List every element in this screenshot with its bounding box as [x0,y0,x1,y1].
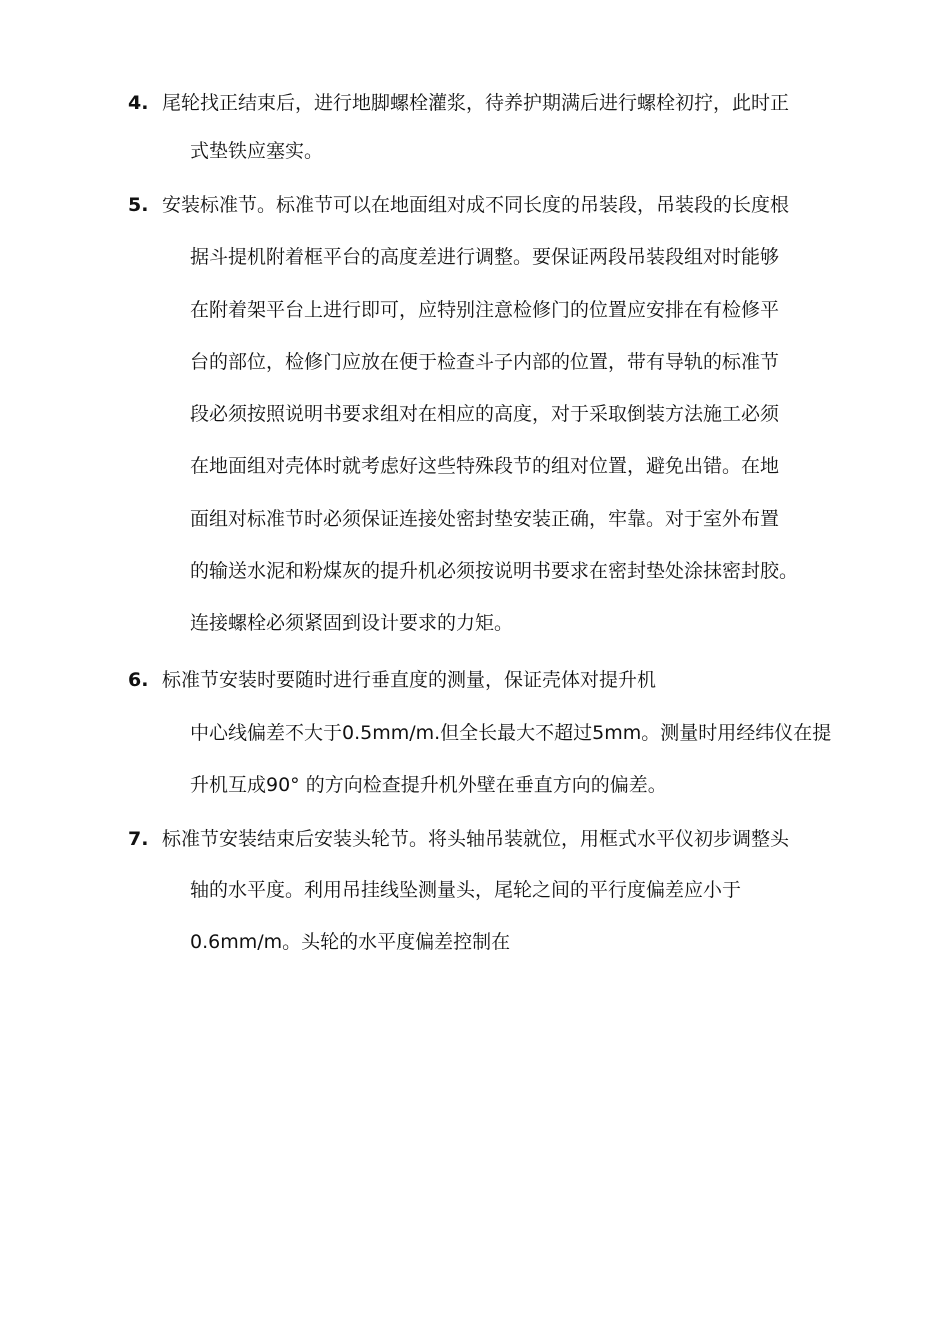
item-line: 面组对标准节时必须保证连接处密封垫安装正确，牢靠。对于室外布置 [190,508,780,530]
item-line: 中心线偏差不大于0.5mm/m.但全长最大不超过5mm。测量时用经纬仪在提 [190,722,832,744]
item-line: 尾轮找正结束后，进行地脚螺栓灌浆，待养护期满后进行螺栓初拧，此时正 [162,92,790,114]
item-number: 4. [128,92,149,114]
item-line: 在附着架平台上进行即可，应特别注意检修门的位置应安排在有检修平 [190,299,780,321]
item-line: 标准节安装结束后安装头轮节。将头轴吊装就位，用框式水平仪初步调整头 [162,828,790,850]
item-line: 连接螺栓必须紧固到设计要求的力矩。 [190,612,514,634]
item-line: 0.6mm/m。头轮的水平度偏差控制在 [190,931,511,953]
item-line: 在地面组对壳体时就考虑好这些特殊段节的组对位置，避免出错。在地 [190,455,780,477]
item-line: 的输送水泥和粉煤灰的提升机必须按说明书要求在密封垫处涂抹密封胶。 [190,560,799,582]
item-line: 段必须按照说明书要求组对在相应的高度，对于采取倒装方法施工必须 [190,403,780,425]
item-line: 轴的水平度。利用吊挂线坠测量头，尾轮之间的平行度偏差应小于 [190,879,742,901]
item-line: 升机互成90° 的方向检查提升机外壁在垂直方向的偏差。 [190,774,667,796]
item-number: 5. [128,194,149,216]
item-line: 安装标准节。标准节可以在地面组对成不同长度的吊装段，吊装段的长度根 [162,194,790,216]
item-number: 6. [128,669,149,691]
item-line: 式垫铁应塞实。 [190,140,324,162]
item-number: 7. [128,828,149,850]
item-line: 标准节安装时要随时进行垂直度的测量，保证壳体对提升机 [162,669,657,691]
item-line: 台的部位，检修门应放在便于检查斗子内部的位置，带有导轨的标准节 [190,351,780,373]
item-line: 据斗提机附着框平台的高度差进行调整。要保证两段吊装段组对时能够 [190,246,780,268]
